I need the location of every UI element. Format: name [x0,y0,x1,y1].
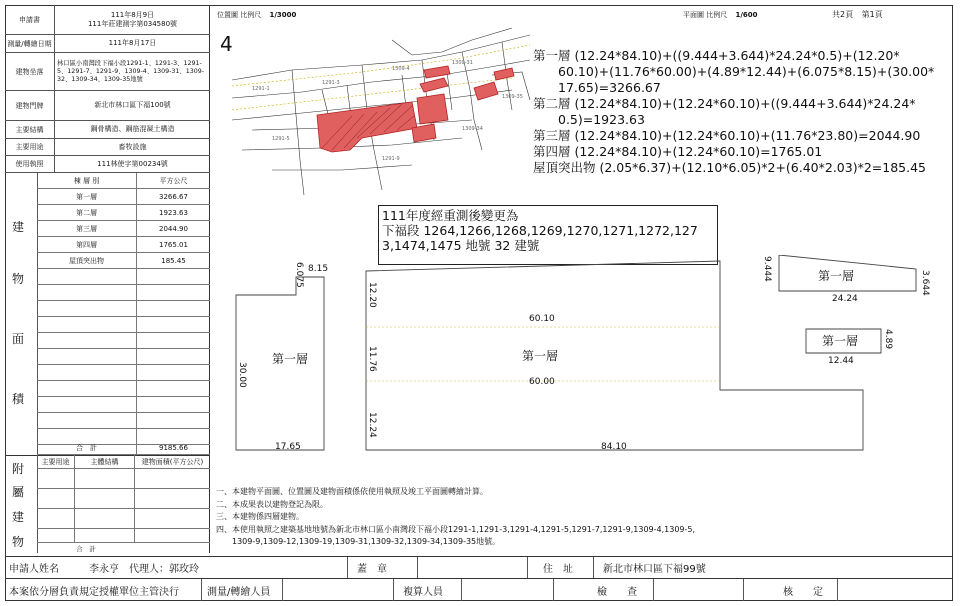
change-note-line: 111年度經重測後變更為 [382,208,519,223]
scale-value: 1/600 [735,11,758,19]
total-value: 9185.66 [159,443,188,452]
floor-label: 第一層 [272,352,309,366]
notes [216,486,695,549]
dim-label: 3.644 [920,270,930,296]
svg-text:1309-4: 1309-4 [392,66,410,72]
building-footprint [317,66,514,152]
applicant-row [5,5,210,35]
annex-total-row [37,543,210,553]
note-line: 三、本建物係四層建物。 [216,512,304,521]
table-row [37,301,210,317]
floor-label: 第一層 [818,269,855,283]
table-row [37,253,210,269]
applicant-name-label: 申請人姓名 [9,564,59,575]
dim-label: 12.44 [828,356,854,366]
floor-cell: 第一層 [37,189,137,204]
page-count: 共2頁 [832,10,854,19]
seal-label: 蓋 章 [357,564,387,575]
floor-label: 第一層 [522,349,559,363]
checker-label: 複算人員 [403,586,443,598]
formula-line: 17.65)=3266.67 [533,80,661,95]
dim-label: 60.00 [529,377,555,387]
annex-total-label: 合 計 [76,544,96,553]
area-side-char: 面 [12,332,25,346]
table-row [37,269,210,285]
dim-label: 17.65 [275,442,301,452]
note-line: 二、本成果表以建物登記為限。 [216,499,328,509]
formula-line: 第二層 (12.24*84.10)+(12.24*60.10)+((9.444+3.644)*24.24* [533,96,916,111]
area-cell: 2044.90 [159,224,188,233]
dim-label: 8.15 [308,264,329,274]
location-map-title: 位置圖 [217,11,238,19]
dim-label: 84.10 [601,442,627,452]
svg-text:1309-35: 1309-35 [502,94,523,100]
info-column [5,5,210,553]
floor-label: 第一層 [822,334,859,348]
table-row [37,489,210,509]
license-value: 111林使字第00234號 [97,159,168,168]
road-lines [232,45,530,110]
dim-label: 24.24 [832,294,858,304]
plan-outline-main [366,261,863,450]
footer-applicant-row [5,556,953,578]
license-row [5,156,210,173]
area-side-char: 物 [12,272,25,286]
table-row [37,189,210,205]
north-arrow: 4 [220,32,233,56]
plan-title: 平面圖 [683,11,704,19]
location-value: 林口區小南灣段下福小段1291-1、1291-3、1291-5、1291-7、1291-9、1309-4、1309-31、1309-32、1309-34、1309-35地號 [57,59,205,83]
svg-text:1309-34: 1309-34 [462,126,483,132]
table-row [37,381,210,397]
survey-date-label: 測量/轉繪日期 [5,35,55,52]
structure-label: 主要結構 [5,121,55,138]
area-cell: 1765.01 [159,240,188,249]
floor-cell: 第二層 [37,205,137,220]
address-label: 建物門牌 [5,91,55,120]
footer-staff-row [5,578,953,601]
license-label: 使用執照 [5,156,55,172]
applicant-number: 111年莊建測字第034580號 [87,19,178,28]
area-side-char: 積 [12,392,25,406]
floor-plan [228,255,948,455]
col-area: 平方公尺 [159,176,188,185]
svg-text:1291-9: 1291-9 [382,156,400,162]
table-row [37,413,210,429]
total-label: 合 計 [37,441,137,454]
col-annex-struct: 主體結構 [75,455,135,468]
annex-side-char: 屬 [12,485,25,499]
address-label-footer: 住 址 [543,564,573,575]
applicant-name: 李永亨 代理人：郭玫玲 [89,564,199,575]
table-row [37,237,210,253]
structure-row [5,121,210,139]
floor-cell: 第三層 [37,221,137,236]
table-row [37,509,210,529]
table-row [37,469,210,489]
table-row [37,529,210,543]
scale-label: 比例尺 [240,11,262,19]
dim-label: 12.24 [367,412,377,438]
use-value: 畜牧設施 [118,142,147,151]
svg-text:1291-1: 1291-1 [252,86,270,92]
formula-line: 第四層 (12.24*84.10)+(12.24*60.10)=1765.01 [533,144,823,159]
survey-date-row [5,35,210,53]
col-annex-use: 主要用途 [37,455,75,468]
area-cell: 185.45 [161,256,186,265]
svg-text:1291-5: 1291-5 [272,136,290,142]
floor-cell: 屋頂突出物 [37,253,137,268]
area-side-char: 建 [12,220,25,234]
floor-cell: 第四層 [37,237,137,252]
svg-text:1291-3: 1291-3 [322,80,340,86]
table-row [37,285,210,301]
dim-label: 6.075 [294,262,304,288]
note-line: 一、本建物平面圖、位置圖及建物面積係依使用執照及竣工平面圖轉繪計算。 [216,487,488,496]
applicant-date: 111年8月9日 [110,10,155,19]
annex-side-char: 建 [12,510,25,524]
dim-label: 30.00 [237,362,247,388]
formula-line: 屋頂突出物 (2.05*6.37)+(12.10*6.05)*2+(6.40*2.03)*2=185.45 [533,160,926,175]
address-row [5,91,210,121]
area-formulas [533,48,934,176]
address-value: 新北市林口區下福100號 [94,101,171,109]
survey-date-value: 111年8月17日 [108,39,157,47]
col-annex-area: 建物面積(平方公尺) [141,457,204,466]
page-info [832,9,883,20]
use-label: 主要用途 [5,139,55,155]
dim-label: 60.10 [529,314,555,324]
change-note-line: 3,1474,1475 地號 32 建號 [382,238,540,253]
surveyor-label: 測量/轉繪人員 [207,586,271,598]
location-map [212,20,532,200]
area-cell: 3266.67 [159,192,188,201]
table-row [37,397,210,413]
area-cell: 1923.63 [159,208,188,217]
table-row [37,365,210,381]
page-number: 第1頁 [861,10,883,19]
annex-side-char: 附 [12,462,25,476]
svg-text:1309-31: 1309-31 [452,60,473,66]
location-map-label [217,10,296,20]
exec-note: 本案依分層負責規定授權單位主管決行 [9,586,179,598]
dim-label: 11.76 [367,346,377,372]
dim-label: 4.89 [883,329,893,350]
table-row [37,221,210,237]
table-row [37,333,210,349]
col-floor: 棟 層 別 [37,173,137,188]
annex-header [37,455,210,469]
note-line: 四、本使用執照之建築基地地號為新北市林口區小南灣段下福小段1291-1,1291-3,1291-4,1291-5,1291-7,1291-9,1309-4,1309-5, [216,524,696,534]
inspect-label: 檢 查 [597,586,637,598]
table-row [37,205,210,221]
dim-label: 12.20 [367,282,377,308]
approve-label: 核 定 [783,586,823,598]
formula-line: 0.5)=1923.63 [533,112,645,127]
table-row [37,317,210,333]
structure-value: 鋼骨構造、鋼筋混凝土構造 [90,125,175,133]
change-note-line: 下福段 1264,1266,1268,1269,1270,1271,1272,127 [382,223,698,238]
location-label: 建物坐落 [5,53,55,90]
applicant-label: 申請書 [5,5,55,34]
note-line: 1309-9,1309-12,1309-19,1309-31,1309-32,1309-34,1309-35地號。 [216,537,501,546]
area-total-row [37,441,210,455]
annex-side-char: 物 [12,535,25,549]
use-row [5,139,210,156]
plan-label [683,10,758,20]
location-row [5,53,210,91]
scale-label: 比例尺 [706,11,728,19]
scale-value: 1/3000 [269,11,297,19]
formula-line: 第一層 (12.24*84.10)+((9.444+3.644)*24.24*0.5)+(12.20* [533,48,900,63]
formula-line: 60.10)+(11.76*60.00)+(4.89*12.44)+(6.075*8.15)+(30.00* [533,64,935,79]
address-value-footer: 新北市林口區下福99號 [603,564,706,575]
dim-label: 9.444 [762,256,772,282]
area-table-header [37,173,210,189]
formula-line: 第三層 (12.24*84.10)+(12.24*60.10)+(11.76*23.80)=2044.90 [533,128,921,143]
table-row [37,349,210,365]
